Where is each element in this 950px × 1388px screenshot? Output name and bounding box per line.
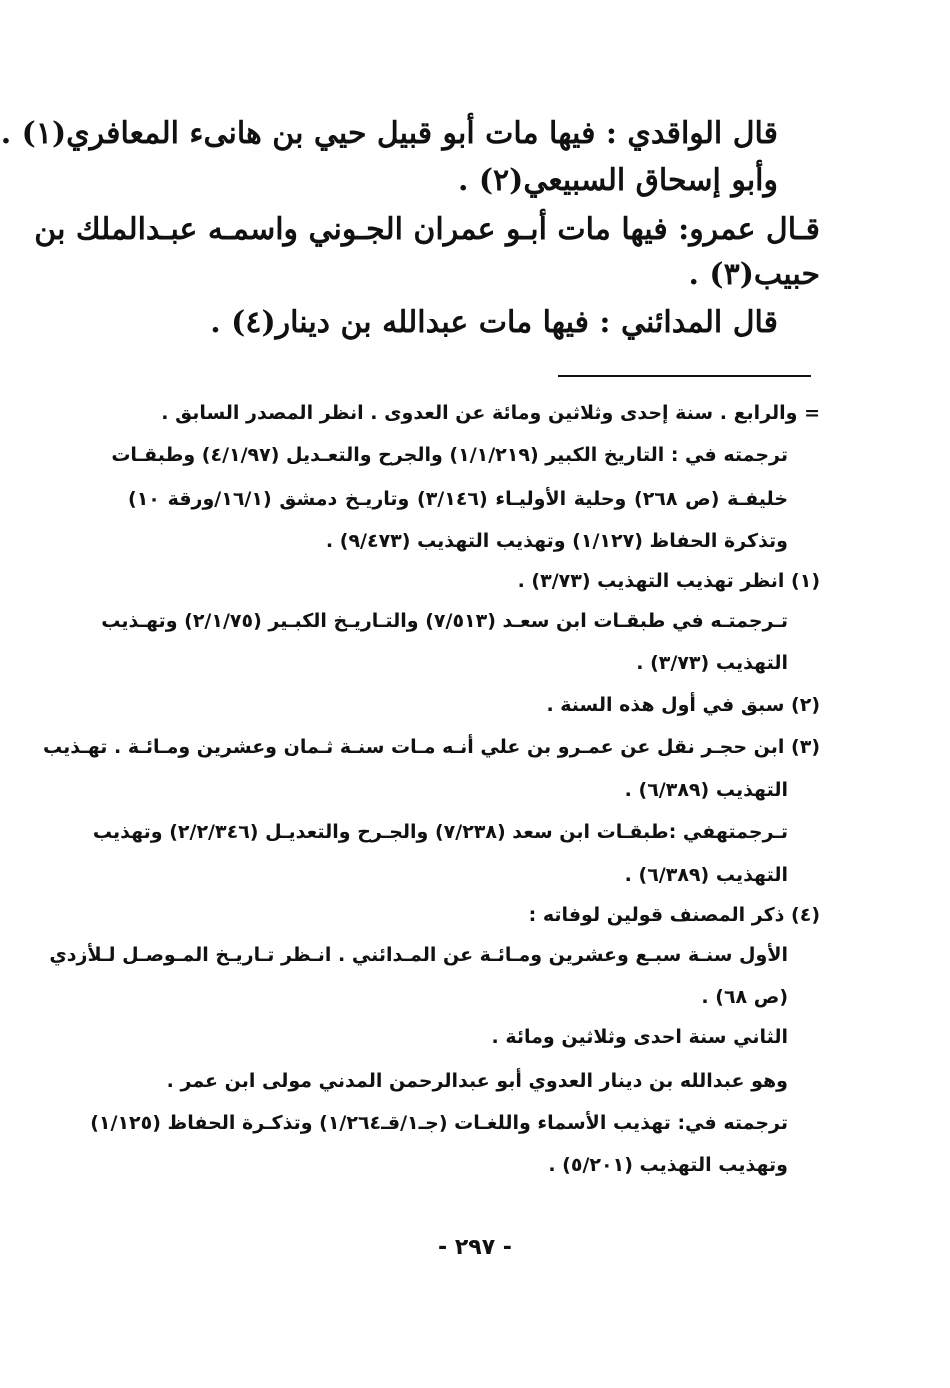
footnote-line: تـرجمتهفي :طبقـات ابن سعد (٧/٢٣٨) والجـرح والتعديـل (٢/٢/٣٤٦) وتهذيب xyxy=(92,821,788,843)
footnote-line: (٣) ابن حجـر نقل عن عمـرو بن علي أنـه مـات سنـة ثـمان وعشرين ومـائـة . تهـذيب xyxy=(43,736,820,758)
footnote-line: وتذكرة الحفاظ (١/١٢٧) وتهذيب التهذيب (٩/٤٧٣) . xyxy=(325,530,788,552)
footnote-line: التهذيب (٦/٣٨٩) . xyxy=(624,864,788,886)
footnote-line: تـرجمتـه في طبقـات ابن سعـد (٧/٥١٣) والتـاريـخ الكبـير (٢/١/٧٥) وتهـذيب xyxy=(101,610,788,632)
footnote-line: (ص ٦٨) . xyxy=(701,986,788,1008)
page-number: - ٢٩٧ - xyxy=(438,1235,512,1260)
footnote-line: (١) انظر تهذيب التهذيب (٣/٧٣) . xyxy=(517,570,820,592)
footnote-line: الثاني سنة احدى وثلاثين ومائة . xyxy=(491,1026,788,1048)
footnote-line: = والرابع . سنة إحدى وثلاثين ومائة عن العدوى . انظر المصدر السابق . xyxy=(161,402,820,424)
footnote-line: التهذيب (٦/٣٨٩) . xyxy=(624,779,788,801)
footnote-line: وتهذيب التهذيب (٥/٢٠١) . xyxy=(548,1154,788,1176)
footnote-line: ترجمته في : التاريخ الكبير (١/١/٢١٩) والجرح والتعـديل (٤/١/٩٧) وطبقـات xyxy=(111,444,788,466)
footnote-line: خليفـة (ص ٢٦٨) وحلية الأوليـاء (٣/١٤٦) وتاريـخ دمشق (١٦/١/ورقة ١٠) xyxy=(128,488,789,510)
footnote-line: الأول سنـة سبـع وعشرين ومـائـة عن المـدائني . انـظر تـاريـخ المـوصـل لـلأزدي xyxy=(49,944,788,966)
footnote-line: (٢) سبق في أول هذه السنة . xyxy=(546,694,820,716)
footnote-separator xyxy=(558,375,811,377)
main-line: قال المدائني : فيها مات عبدالله بن دينار(٤) . xyxy=(210,305,778,340)
main-line: قال الواقدي : فيها مات أبو قبيل حيي بن هانىء المعافري(١) . xyxy=(0,116,778,151)
footnote-line: ترجمته في: تهذيب الأسماء واللغـات (جـ١/قـ١/٢٦٤) وتذكـرة الحفاظ (١/١٢٥) xyxy=(90,1112,788,1134)
footnote-line: (٤) ذكر المصنف قولين لوفاته : xyxy=(528,904,820,926)
main-line: حبيب(٣) . xyxy=(688,257,820,292)
footnote-line: وهو عبدالله بن دينار العدوي أبو عبدالرحمن المدني مولى ابن عمر . xyxy=(166,1070,788,1092)
main-line: وأبو إسحاق السبيعي(٢) . xyxy=(457,163,778,198)
footnote-line: التهذيب (٣/٧٣) . xyxy=(636,652,788,674)
main-line: قـال عمرو: فيها مات أبـو عمران الجـوني واسمـه عبـدالملك بن xyxy=(34,212,820,247)
